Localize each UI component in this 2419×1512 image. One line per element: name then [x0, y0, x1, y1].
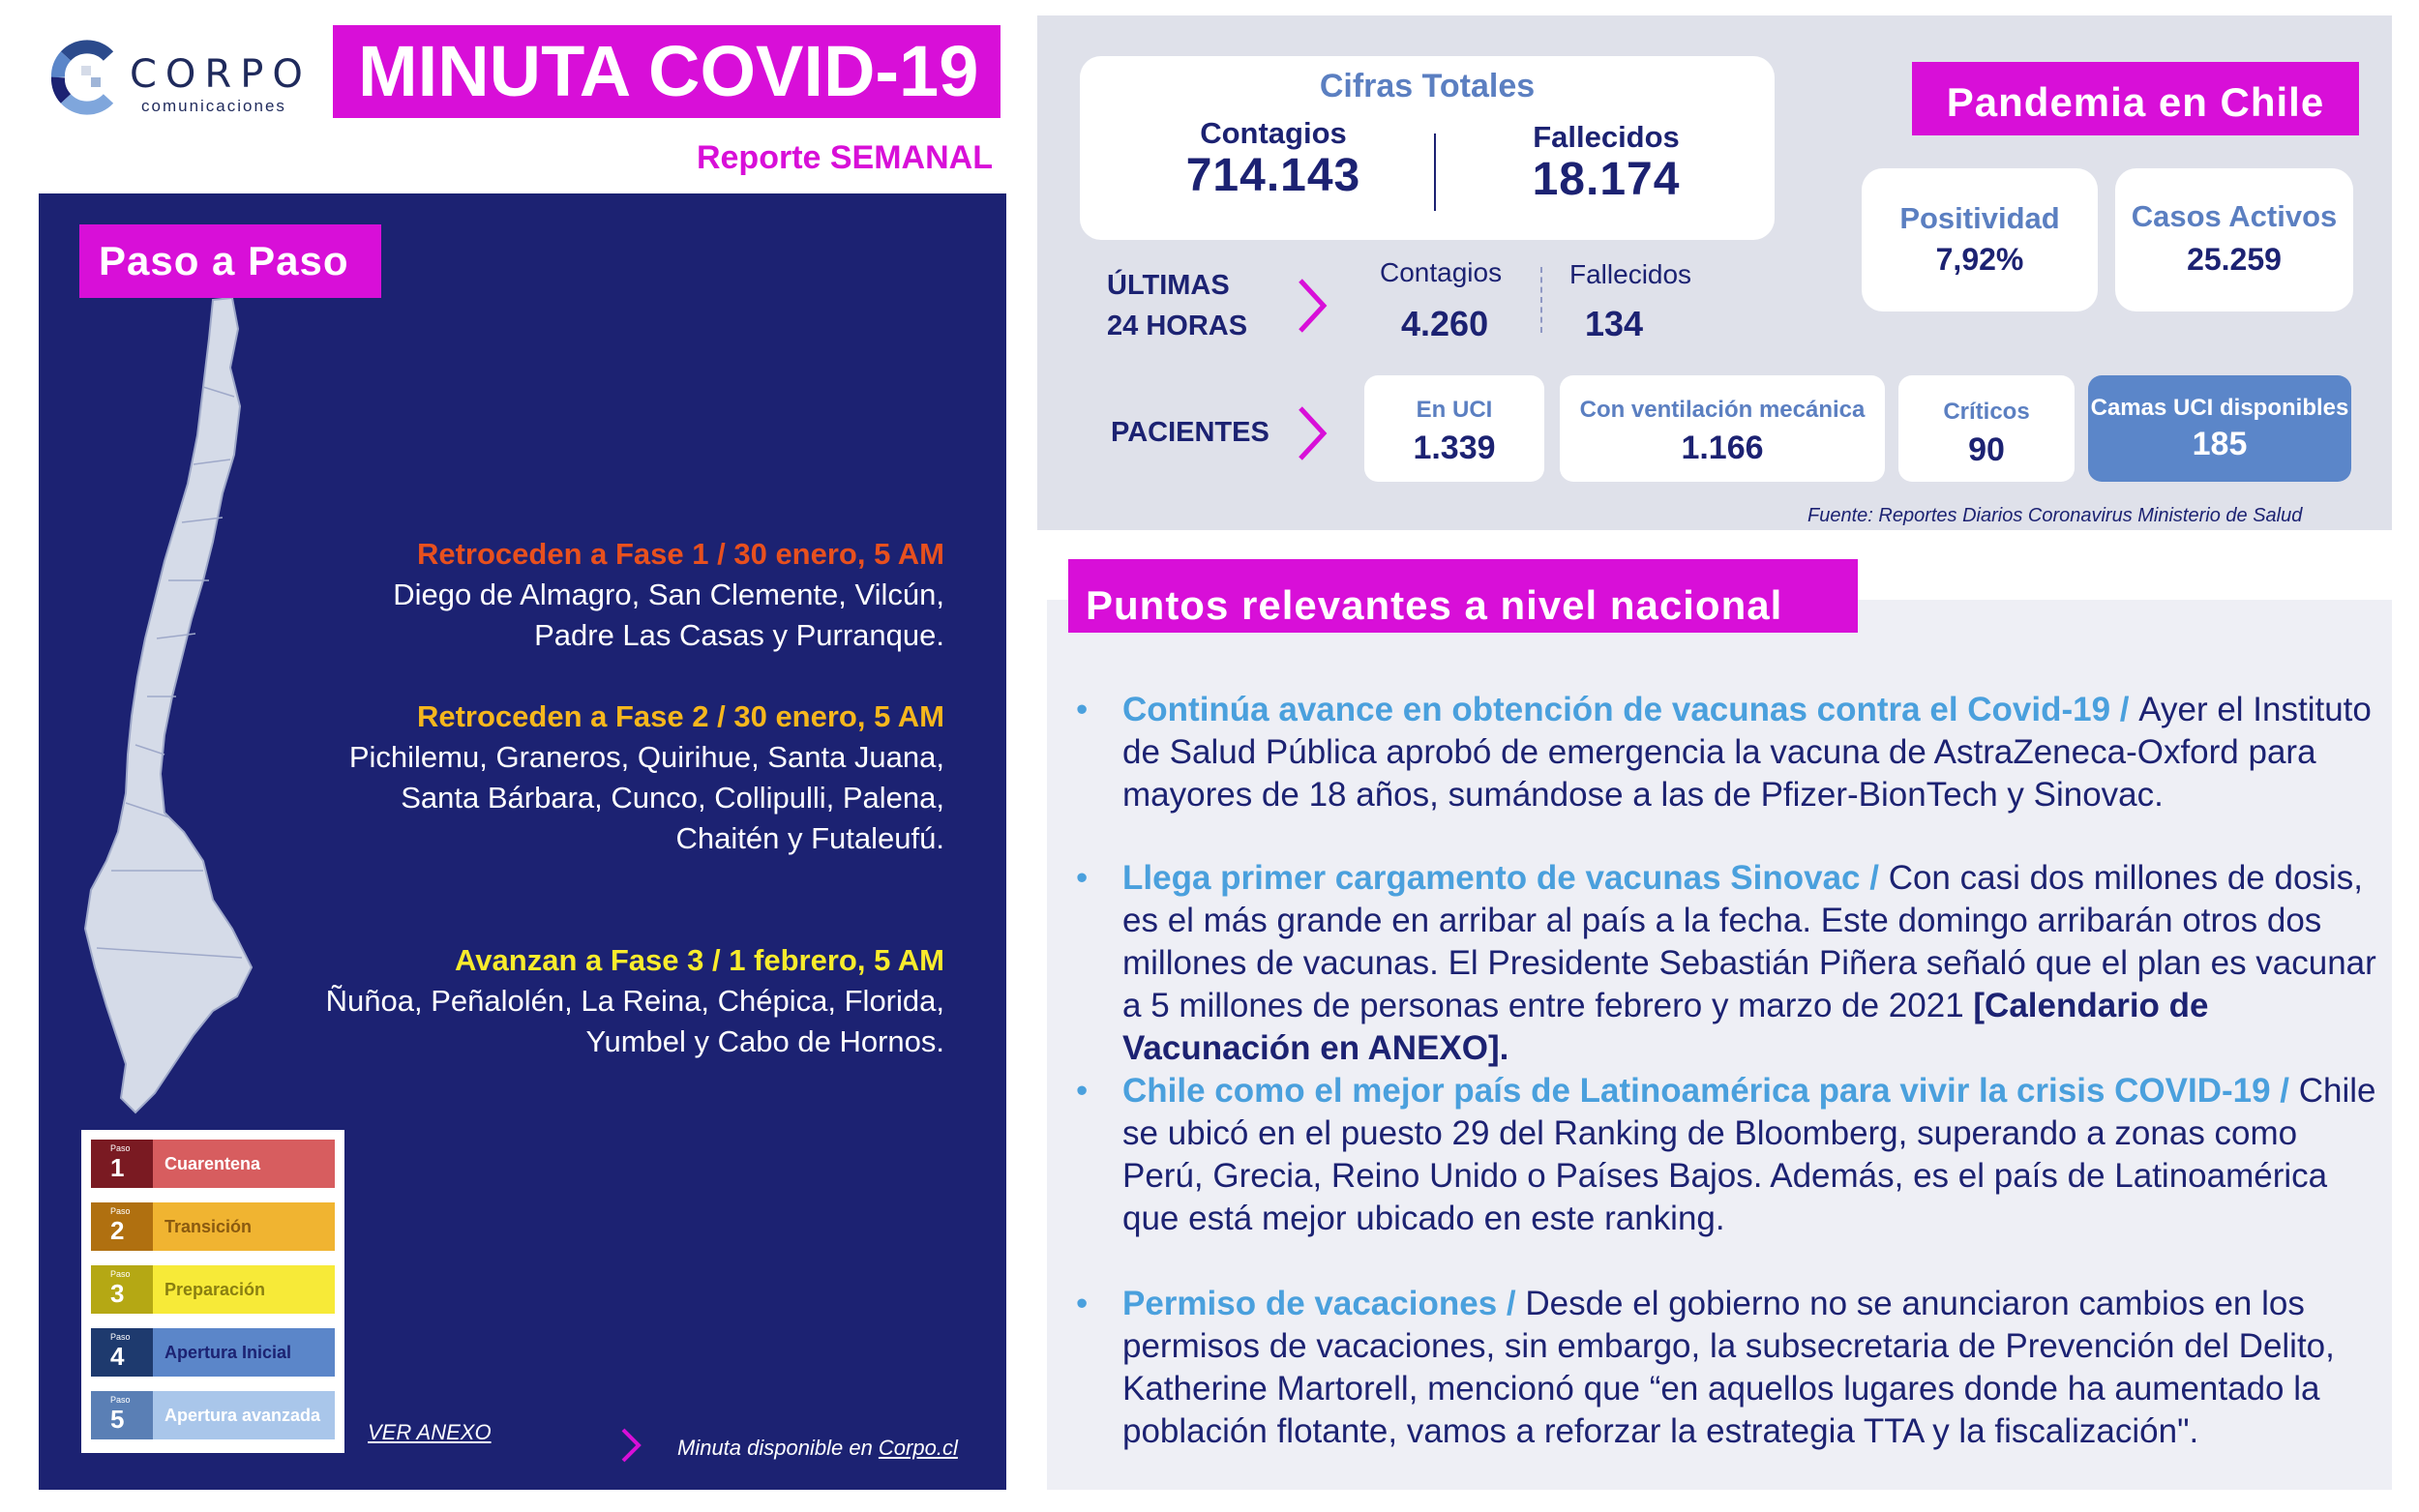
legend-number-badge: Paso 1 [91, 1140, 153, 1188]
camas-uci-label: Camas UCI disponibles [2090, 395, 2349, 421]
legend-number-badge: Paso 2 [91, 1202, 153, 1251]
casos-activos-card [2115, 168, 2353, 311]
corpo-logo [48, 39, 310, 116]
legend-label: Cuarentena [153, 1140, 335, 1188]
h24-contagios-value: 4.260 [1401, 304, 1489, 343]
phase-2-block [349, 697, 944, 859]
legend-row-2 [91, 1202, 335, 1251]
phase-1-title: Retroceden a Fase 1 / 30 enero, 5 AM [416, 537, 944, 571]
phase-2-line: Pichilemu, Graneros, Quirihue, Santa Juana, [348, 740, 944, 774]
legend-row-4 [91, 1328, 335, 1377]
phase-2-line: Santa Bárbara, Cunco, Collipulli, Palena, [401, 781, 944, 815]
phase-3-block [326, 940, 944, 1062]
casos-activos-value: 25.259 [2187, 242, 2282, 277]
minuta-prefix: Minuta disponible en [677, 1436, 879, 1460]
legend-label: Apertura avanzada [153, 1391, 335, 1439]
corpo-link[interactable]: Corpo.cl [878, 1436, 958, 1460]
h24-fallecidos-value: 134 [1585, 304, 1644, 343]
pacientes-label: PACIENTES [1111, 417, 1269, 448]
totals-divider [1434, 133, 1436, 211]
bullet-dot-icon: • [1076, 1285, 1089, 1322]
minuta-note [677, 1436, 958, 1461]
legend-label: Transición [153, 1202, 335, 1251]
bullet-item: • Continúa avance en obtención de vacunas contra el Covid-19 / Ayer el Instituto de Salud Pública aprobó de emergencia la vacuna de AstraZeneca-Oxford para mayores de 18 años, sumándose a las de Pfizer-BionTech y Sinovac. [1076, 691, 2372, 814]
phase-legend [81, 1130, 344, 1453]
legend-number-badge: Paso 3 [91, 1265, 153, 1314]
h24-contagios-label: Contagios [1380, 257, 1503, 287]
bullet-dot-icon: • [1076, 691, 1089, 728]
bullet-dot-icon: • [1076, 859, 1089, 897]
phase-2-title: Retroceden a Fase 2 / 30 enero, 5 AM [416, 699, 944, 733]
bullet-item: • Llega primer cargamento de vacunas Sinovac / Con casi dos millones de dosis, es el más grande en arribar al país a la fecha. Este domingo arribarán otros dos millones de vacunas. El Presidente Sebastián Piñera señaló que el plan es vacunar a 5 millones de personas entre febrero y marzo de 2021 [Calendario de Vacunación en ANEXO]. [1076, 859, 2376, 1067]
page-title: MINUTA COVID-19 [333, 25, 1000, 118]
logo-word: CORPO [130, 52, 312, 97]
criticos-value: 90 [1968, 431, 2005, 468]
chevron-right-icon [1295, 277, 1329, 335]
legend-row-3 [91, 1265, 335, 1314]
positividad-card [1862, 168, 2098, 311]
chevron-right-icon [619, 1426, 642, 1465]
phase-3-line: Ñuñoa, Peñalolén, La Reina, Chépica, Florida, [325, 984, 944, 1018]
h24-fallecidos-label: Fallecidos [1569, 259, 1692, 289]
chevron-right-icon [1295, 404, 1329, 462]
criticos-label: Críticos [1943, 399, 2030, 425]
bullet-item: • Chile como el mejor país de Latinoamérica para vivir la crisis COVID-19 / Chile se ubicó en el puesto 29 del Ranking de Bloomberg, superando a zonas como Perú, Grecia, Reino Unido o Países Bajos. Además, es el país de Latinoamérica que está mejor ubicado en este ranking. [1076, 1072, 2376, 1237]
phase-3-line: Yumbel y Cabo de Hornos. [585, 1024, 944, 1058]
legend-row-1 [91, 1140, 335, 1188]
uci-value: 1.339 [1413, 430, 1496, 466]
puntos-relevantes-title: Puntos relevantes a nivel nacional [1068, 559, 1858, 633]
logo-subtitle: comunicaciones [141, 97, 286, 115]
casos-activos-label: Casos Activos [2131, 199, 2338, 233]
legend-number-badge: Paso 4 [91, 1328, 153, 1377]
legend-label: Preparación [153, 1265, 335, 1314]
positividad-label: Positividad [1899, 201, 2060, 235]
phase-2-line: Chaitén y Futaleufú. [675, 821, 944, 855]
total-contagios-label: Contagios [1200, 116, 1347, 150]
camas-uci-card [2088, 375, 2351, 482]
camas-uci-value: 185 [2192, 426, 2248, 462]
pandemia-en-chile-title: Pandemia en Chile [1912, 62, 2359, 135]
corpo-logo-icon [48, 39, 126, 116]
source-note: Fuente: Reportes Diarios Coronavirus Ministerio de Salud [1807, 505, 2303, 526]
total-fallecidos-label: Fallecidos [1533, 120, 1680, 154]
ultimas-24-horas-label: ÚLTIMAS 24 HORAS [1107, 270, 1248, 341]
ventilacion-value: 1.166 [1681, 430, 1764, 466]
paso-a-paso-title: Paso a Paso [79, 224, 381, 298]
report-subtitle: Reporte SEMANAL [696, 139, 993, 176]
chile-map-icon [68, 290, 261, 1122]
legend-number-badge: Paso 5 [91, 1391, 153, 1439]
legend-row-5 [91, 1391, 335, 1439]
total-fallecidos-value: 18.174 [1532, 154, 1681, 205]
phase-3-title: Avanzan a Fase 3 / 1 febrero, 5 AM [455, 943, 944, 977]
bullet-item: • Permiso de vacaciones / Desde el gobierno no se anunciaron cambios en los permisos de vacaciones, sin embargo, la subsecretaria de Prevención del Delito, Katherine Martorell, mencionó que “en aquellos lugares donde ha aumentado la población flotante, vamos a reforzar la estrategia TTA y la fiscalización". [1076, 1285, 2335, 1450]
phase-1-line: Diego de Almagro, San Clemente, Vilcún, [393, 578, 944, 611]
ver-anexo-link[interactable]: VER ANEXO [368, 1420, 492, 1444]
phase-1-block [393, 534, 944, 656]
total-contagios-value: 714.143 [1185, 150, 1361, 201]
positividad-value: 7,92% [1935, 242, 2024, 277]
h24-divider [1540, 267, 1542, 333]
bullet-dot-icon: • [1076, 1072, 1089, 1110]
ventilacion-label: Con ventilación mecánica [1579, 397, 1866, 423]
phase-1-line: Padre Las Casas y Purranque. [534, 618, 944, 652]
legend-label: Apertura Inicial [153, 1328, 335, 1377]
uci-label: En UCI [1416, 397, 1493, 423]
totals-title: Cifras Totales [1319, 68, 1536, 104]
